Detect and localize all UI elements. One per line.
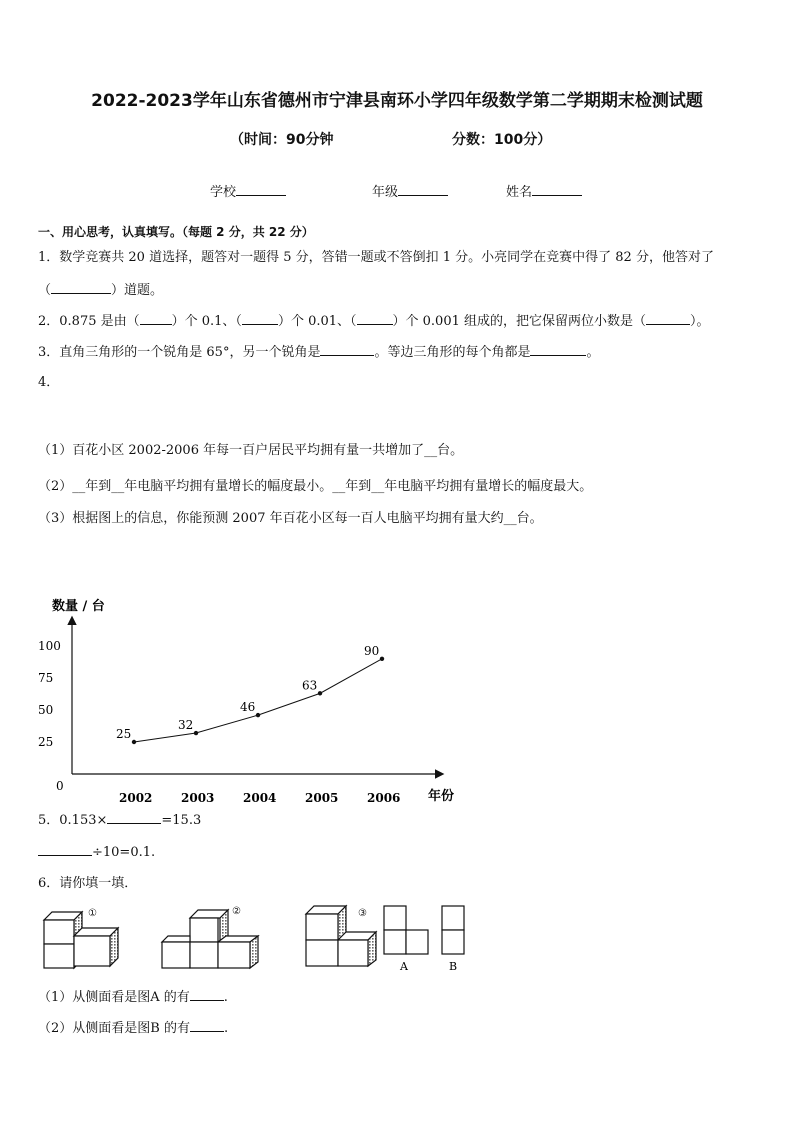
question-1-line2: （ ）道题。: [38, 283, 164, 298]
data-point: [380, 657, 384, 661]
q2-blank-2[interactable]: [242, 312, 278, 325]
cube-figure-1: [44, 908, 118, 968]
view-a: [384, 906, 428, 954]
data-label: 25: [116, 727, 132, 741]
question-5-line2: ÷10=0.1.: [38, 843, 155, 862]
question-6-sub-2: （2）从侧面看是图B 的有 .: [38, 1021, 229, 1036]
grade-label: 年级: [372, 185, 399, 200]
cube-figure-3: [306, 906, 376, 966]
section-heading: 一、用心思考，认真填写。（每题 2 分，共 22 分）: [38, 225, 314, 239]
q3-blank-2[interactable]: [530, 343, 586, 356]
data-label: 63: [302, 678, 318, 693]
school-field[interactable]: [210, 181, 286, 200]
figure-3-label: ③: [358, 908, 367, 919]
y-axis-label: 数量 / 台: [52, 599, 105, 614]
x-tick-label: 2003: [181, 791, 215, 805]
data-label: 46: [240, 700, 256, 715]
q2-blank-3[interactable]: [357, 312, 393, 325]
view-b-label: B: [449, 960, 458, 973]
q5-blank-2[interactable]: [38, 843, 92, 856]
question-1-line1: 1．数学竞赛共 20 道选择，题答对一题得 5 分，答错一题或不答倒扣 1 分。小亮同学在竞赛中得了 82 分，他答对了: [38, 250, 714, 265]
question-3: 3．直角三角形的一个锐角是 65°，另一个锐角是 。等边三角形的每个角都是 。: [38, 345, 600, 360]
q6-blank-2[interactable]: [190, 1019, 224, 1032]
time-label: （时间：90分钟: [230, 132, 334, 148]
data-label: 32: [178, 718, 194, 733]
name-field[interactable]: [506, 181, 582, 200]
x-tick-label: 2006: [367, 791, 401, 805]
grade-blank[interactable]: [398, 183, 448, 196]
q5-blank-1[interactable]: [107, 811, 161, 824]
x-axis-label: 年份: [428, 789, 455, 804]
cube-figures: [36, 902, 476, 980]
data-point: [256, 713, 260, 717]
data-point: [132, 740, 136, 744]
x-tick-label: 2004: [243, 791, 277, 805]
y-tick-label: 75: [38, 671, 54, 685]
name-label: 姓名: [506, 185, 533, 200]
origin-label: 0: [56, 779, 64, 793]
cube-figure-2: [162, 906, 258, 968]
x-tick-label: 2005: [305, 791, 339, 805]
q1-answer-blank[interactable]: [51, 281, 111, 294]
figure-1-label: ①: [88, 908, 97, 919]
school-label: 学校: [210, 185, 237, 200]
line-chart: [30, 590, 470, 810]
q2-blank-4[interactable]: [646, 312, 690, 325]
series-line: [134, 659, 382, 742]
q2-blank-1[interactable]: [140, 312, 172, 325]
question-2: 2．0.875 是由（ ）个 0.1、（ ）个 0.01、（ ）个 0.001 组成的，把它保留两位小数是（ ）。: [38, 314, 710, 329]
q6-blank-1[interactable]: [190, 988, 224, 1001]
y-tick-label: 50: [38, 703, 54, 717]
y-tick-label: 100: [38, 639, 61, 653]
q3-blank-1[interactable]: [320, 343, 374, 356]
figure-2-label: ②: [232, 906, 241, 917]
view-b: [442, 906, 464, 954]
y-tick-label: 25: [38, 735, 54, 749]
score-label: 分数：100分）: [452, 132, 552, 148]
question-4-sub-2: （2）__年到__年电脑平均拥有量增长的幅度最小。__年到__年电脑平均拥有量增长的幅度最大。: [38, 479, 593, 494]
data-label: 90: [364, 643, 380, 658]
name-blank[interactable]: [532, 183, 582, 196]
question-4-sub-3: （3）根据图上的信息，你能预测 2007 年百花小区每一百人电脑平均拥有量大约__台。: [38, 511, 543, 526]
view-a-label: A: [400, 960, 408, 973]
question-4-sub-1: （1）百花小区 2002-2006 年每一百户居民平均拥有量一共增加了__台。: [38, 443, 464, 458]
page-title: 2022-2023学年山东省德州市宁津县南环小学四年级数学第二学期期末检测试题: [91, 91, 703, 111]
data-point: [318, 691, 322, 695]
data-point: [194, 731, 198, 735]
school-blank[interactable]: [236, 183, 286, 196]
x-tick-label: 2002: [119, 791, 153, 805]
question-4-number: 4．: [38, 375, 60, 390]
question-6-title: 6．请你填一填．: [38, 876, 138, 891]
question-5-line1: 5．0.153× =15.3: [38, 813, 202, 828]
question-6-sub-1: （1）从侧面看是图A 的有 .: [38, 990, 228, 1005]
grade-field[interactable]: [372, 181, 448, 200]
